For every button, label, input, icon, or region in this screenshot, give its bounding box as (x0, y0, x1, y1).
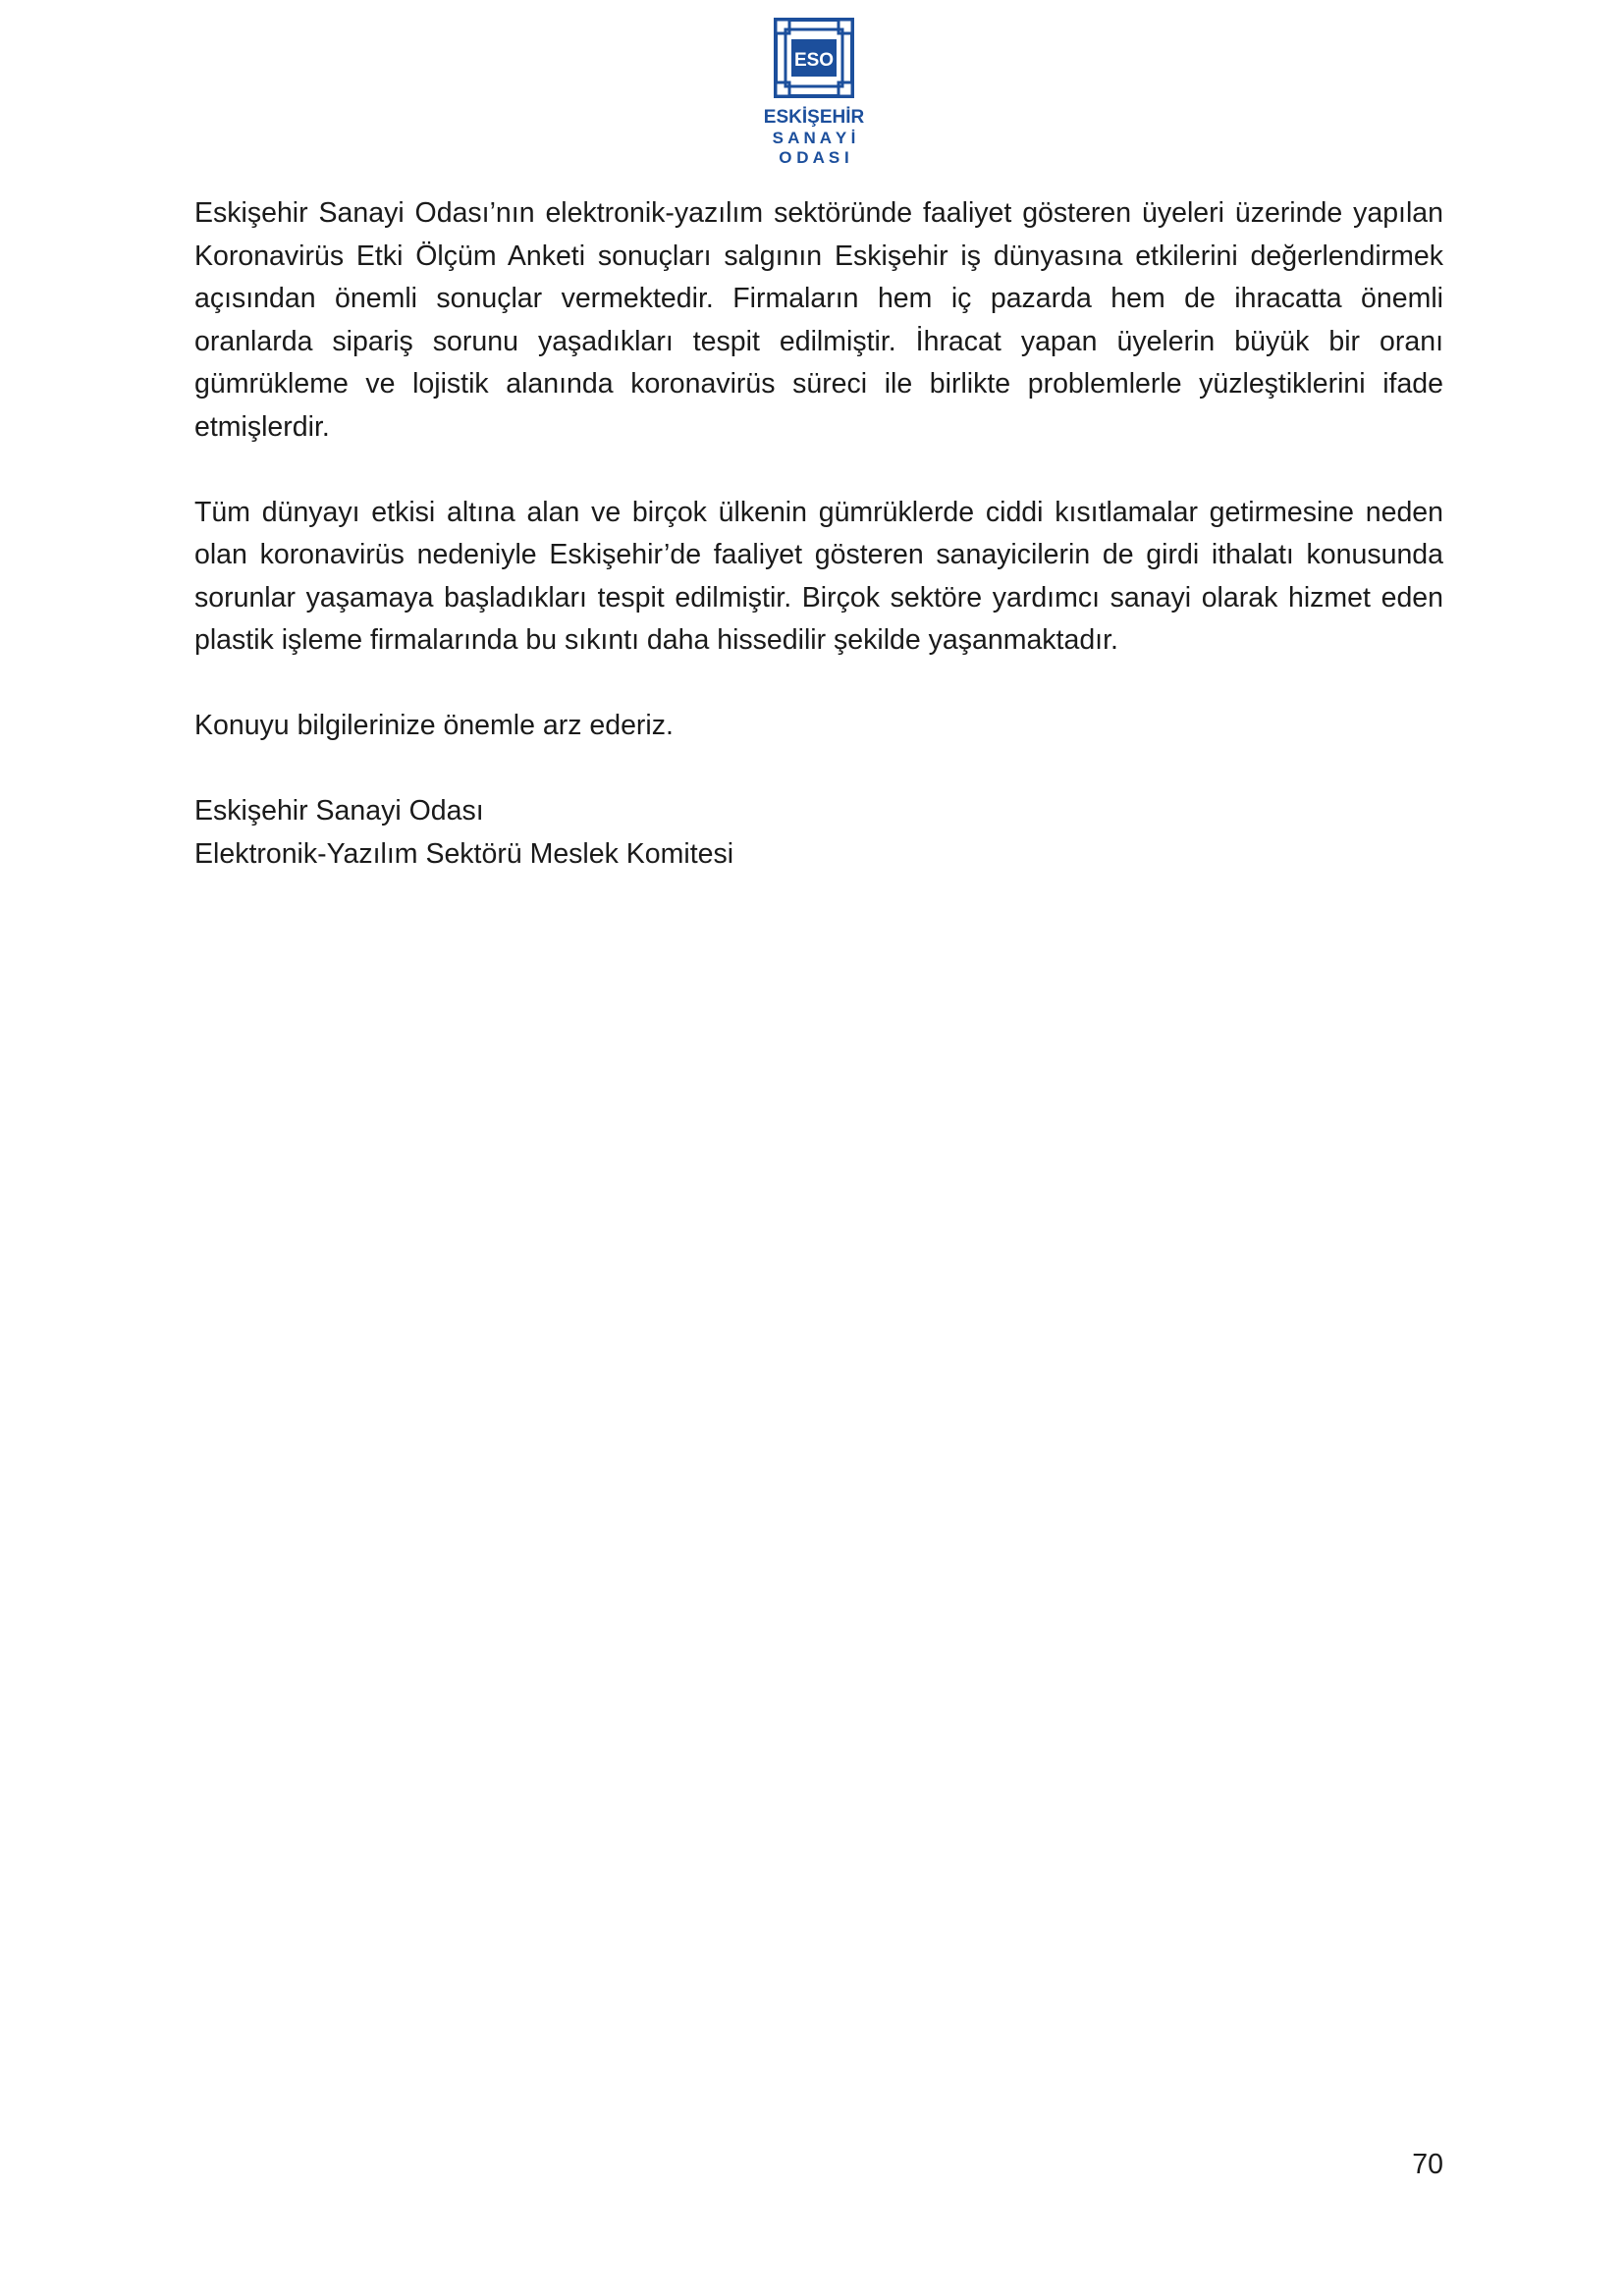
signature-block (194, 790, 1443, 876)
logo-line-1: ESKİŞEHİR (763, 107, 865, 128)
eso-logo (763, 18, 865, 167)
signature-org: Eskişehir Sanayi Odası (194, 795, 484, 827)
logo-badge-text: ESO (793, 50, 835, 71)
page-number: 70 (1412, 2149, 1443, 2180)
paragraph-3: Konuyu bilgilerinize önemle arz ederiz. (194, 710, 674, 741)
paragraph-2: Tüm dünyayı etkisi altına alan ve birçok ülkenin gümrüklerde ciddi kısıtlamalar getirmesine neden olan koronavirüs nedeniyle Eskişehir’de faaliyet gösteren sanayicilerin de girdi ithalatı konusunda sorunlar yaşamaya başladıkları tespit edilmiştir. Birçok sektöre yardımcı sanayi olarak hizmet eden plastik işleme firmalarında bu sıkıntı daha hissedilir şekilde yaşanmaktadır. (194, 496, 1443, 656)
paragraph-1: Eskişehir Sanayi Odası’nın elektronik-yazılım sektöründe faaliyet gösteren üyeleri üzerinde yapılan Koronavirüs Etki Ölçüm Anketi sonuçları salgının Eskişehir iş dünyasına etkilerini değerlendirmek açısından önemli sonuçlar vermektedir. Firmaların hem iç pazarda hem de ihracatta önemli oranlarda sipariş sorunu yaşadıkları tespit edilmiştir. İhracat yapan üyelerin büyük bir oranı gümrükleme ve lojistik alanında koronavirüs süreci ile birlikte problemlerle yüzleştiklerini ifade etmişlerdir. (194, 197, 1443, 443)
letter-body (194, 192, 1443, 876)
logo-line-3: O D A S I (779, 148, 849, 167)
signature-committee: Elektronik-Yazılım Sektörü Meslek Komitesi (194, 837, 734, 870)
eso-logo-icon (763, 18, 865, 167)
logo-line-2: S A N A Y İ (772, 129, 856, 147)
